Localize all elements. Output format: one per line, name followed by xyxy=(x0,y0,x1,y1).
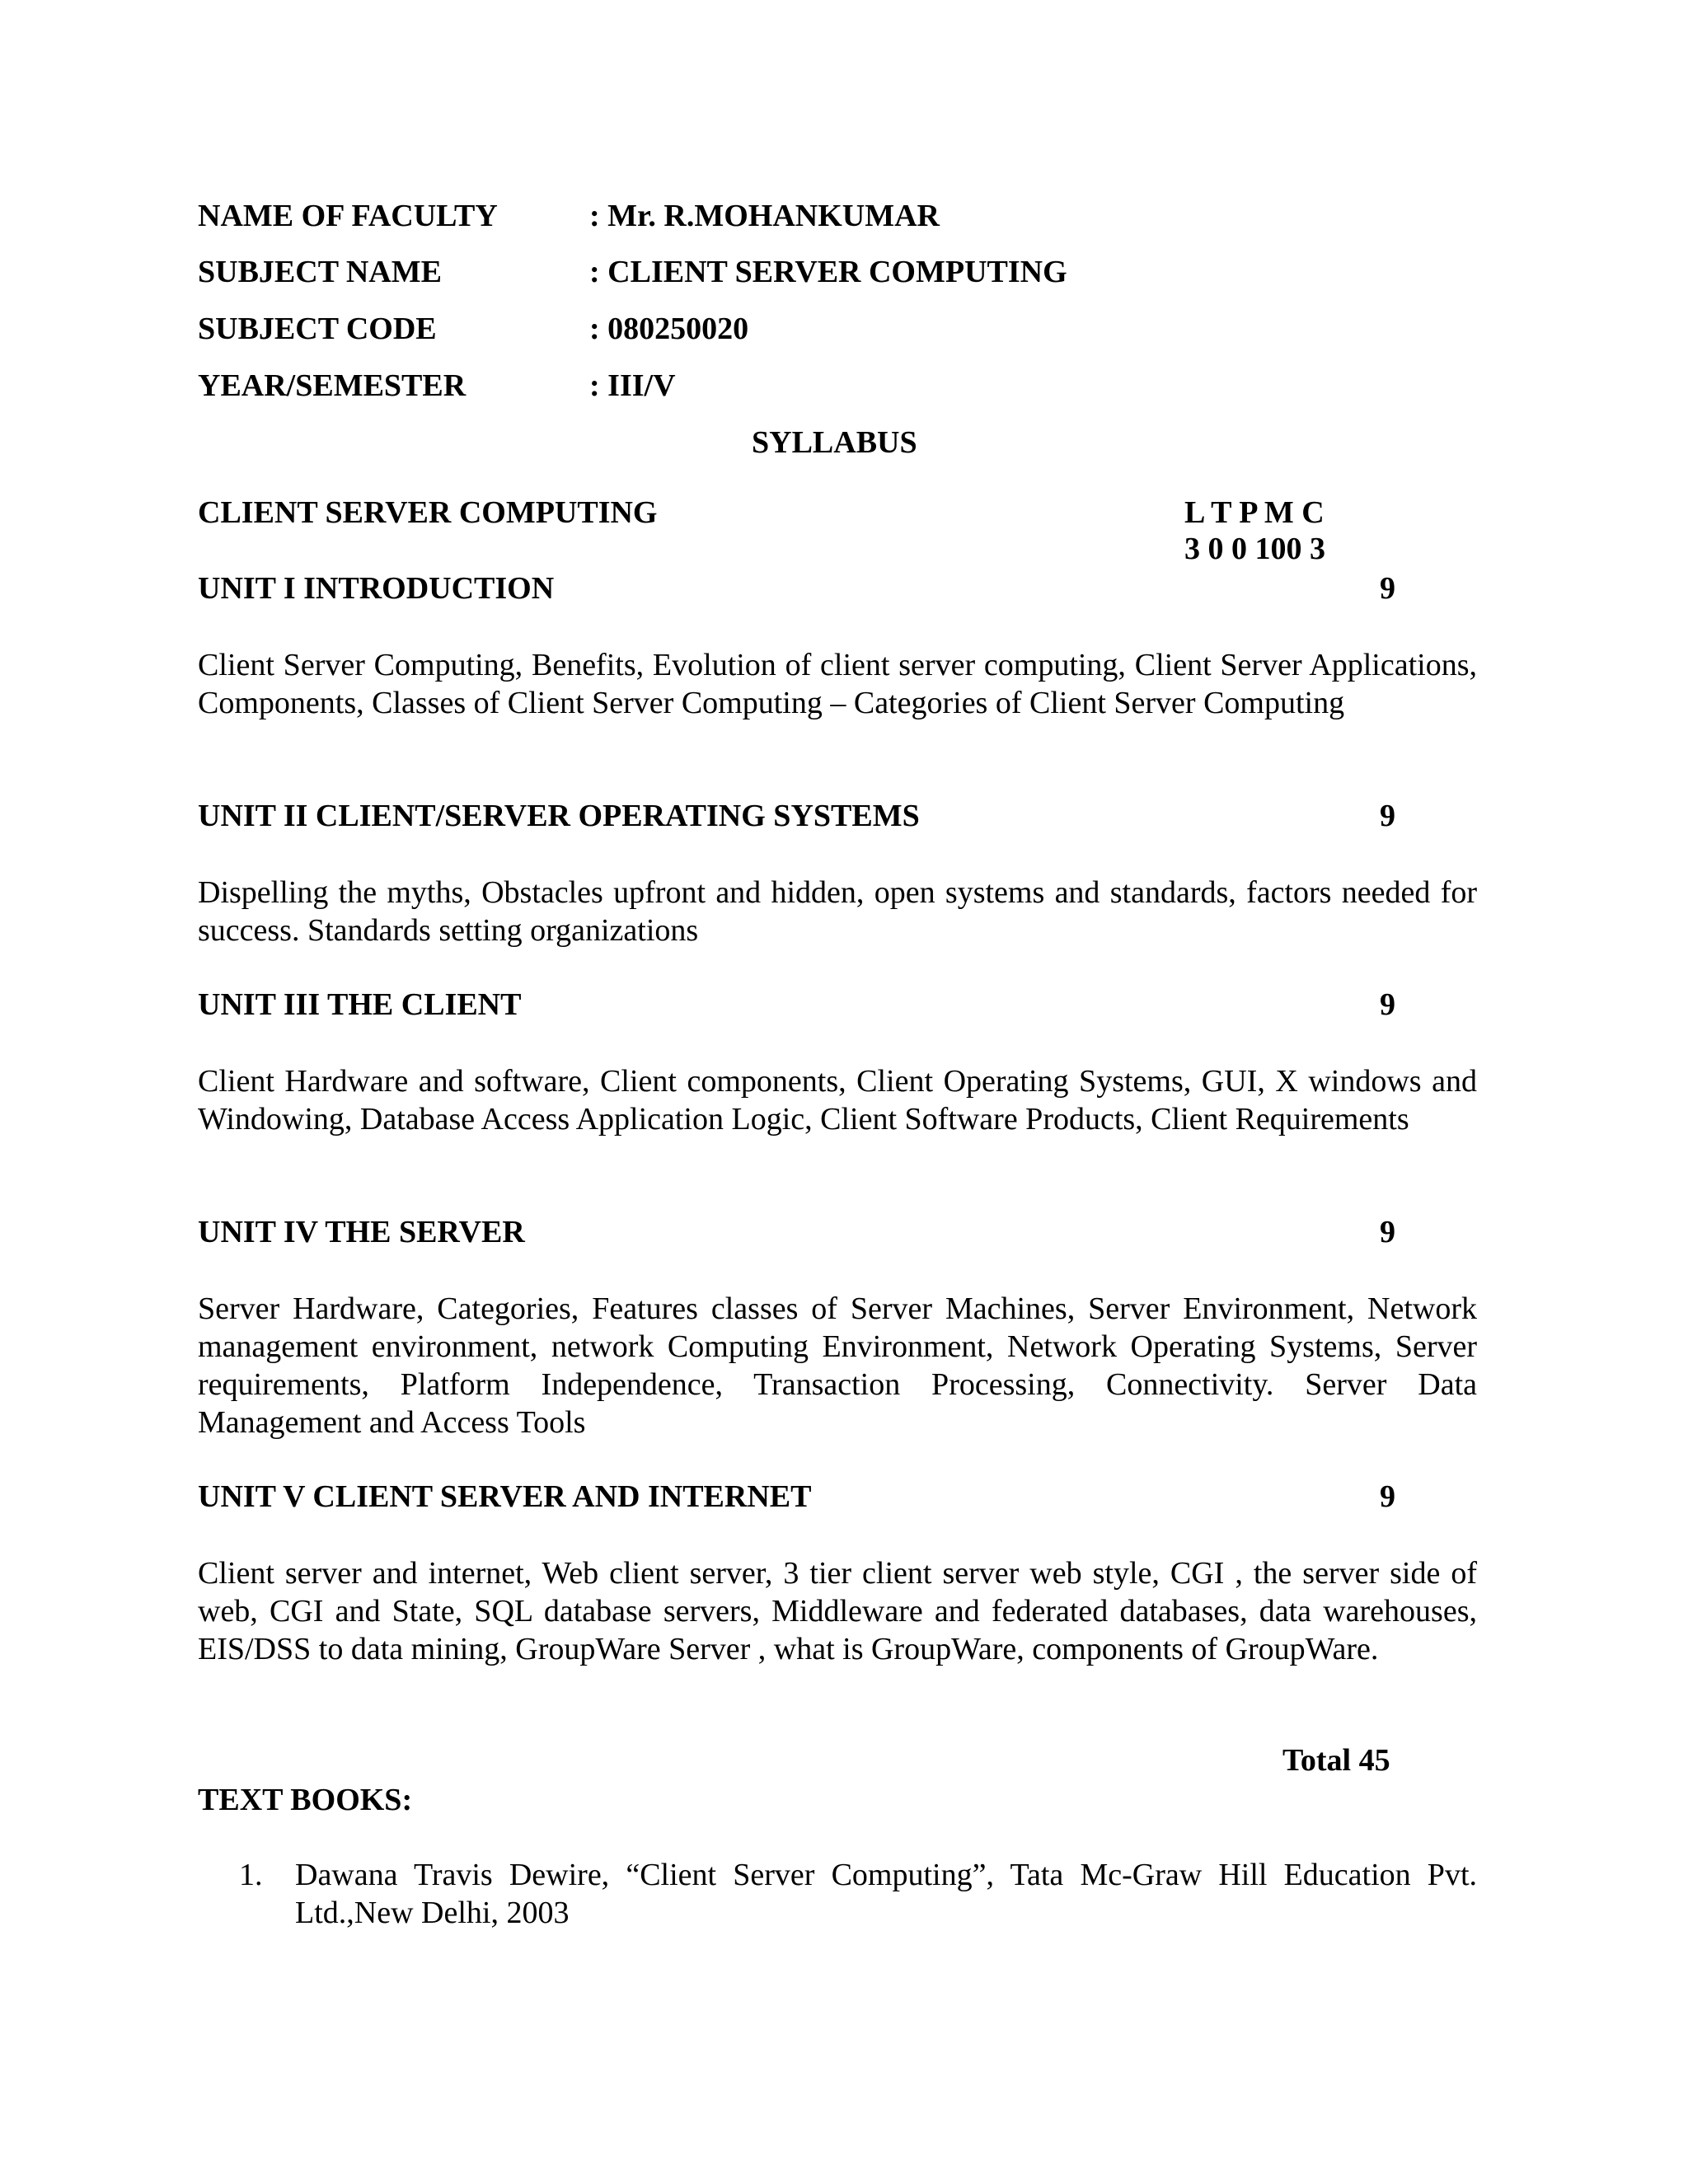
unit-3-title: UNIT III THE CLIENT xyxy=(198,987,522,1022)
textbook-item xyxy=(239,1856,1477,1932)
textbooks-heading: TEXT BOOKS: xyxy=(198,1783,413,1817)
textbook-number: 1. xyxy=(239,1858,263,1892)
syllabus-heading: SYLLABUS xyxy=(752,425,917,460)
year-semester-value: : III/V xyxy=(589,368,676,403)
unit-5-title: UNIT V CLIENT SERVER AND INTERNET xyxy=(198,1479,812,1514)
faculty-value: : Mr. R.MOHANKUMAR xyxy=(589,199,940,233)
subject-code-label: SUBJECT CODE xyxy=(198,312,437,346)
unit-2-hours: 9 xyxy=(1380,799,1395,833)
course-title: CLIENT SERVER COMPUTING xyxy=(198,495,658,530)
unit-2-title: UNIT II CLIENT/SERVER OPERATING SYSTEMS xyxy=(198,799,920,833)
ltpmc-values: 3 0 0 100 3 xyxy=(1184,532,1325,566)
unit-3-body: Client Hardware and software, Client components, Client Operating Systems, GUI, X windows and Windowing, Database Access Application Logic, Client Software Products, Client Requirements xyxy=(198,1064,1477,1137)
year-semester-label: YEAR/SEMESTER xyxy=(198,368,467,403)
faculty-label: NAME OF FACULTY xyxy=(198,199,498,233)
unit-4-hours: 9 xyxy=(1380,1215,1395,1249)
unit-4-title: UNIT IV THE SERVER xyxy=(198,1215,525,1249)
ltpmc-block xyxy=(1184,494,1325,567)
textbook-text: Dawana Travis Dewire, “Client Server Computing”, Tata Mc-Graw Hill Education Pvt. Ltd.,New Delhi, 2003 xyxy=(295,1858,1477,1930)
total-hours: Total 45 xyxy=(1282,1743,1390,1778)
subject-name-value: : CLIENT SERVER COMPUTING xyxy=(589,255,1067,289)
ltpmc-header: L T P M C xyxy=(1184,495,1325,530)
subject-code-value: : 080250020 xyxy=(589,312,749,346)
unit-3-hours: 9 xyxy=(1380,987,1395,1022)
unit-1-body: Client Server Computing, Benefits, Evolution of client server computing, Client Server Applications, Components, Classes of Client Server Computing – Categories of Client Server Computing xyxy=(198,648,1477,720)
unit-1-hours: 9 xyxy=(1380,571,1395,606)
unit-4-body: Server Hardware, Categories, Features classes of Server Machines, Server Environment, Network management environment, network Computing Environment, Network Operating Systems, Server requirements, Platform Independence, Transaction Processing, Connectivity. Server Data Management and Access Tools xyxy=(198,1291,1477,1440)
unit-5-body: Client server and internet, Web client server, 3 tier client server web style, CGI , the server side of web, CGI and State, SQL database servers, Middleware and federated databases, data warehouses, EIS/DSS to data mining, GroupWare Server , what is GroupWare, components of GroupWare. xyxy=(198,1556,1477,1666)
unit-1-title: UNIT I INTRODUCTION xyxy=(198,571,555,606)
subject-name-label: SUBJECT NAME xyxy=(198,255,442,289)
unit-5-hours: 9 xyxy=(1380,1479,1395,1514)
unit-2-body: Dispelling the myths, Obstacles upfront and hidden, open systems and standards, factors needed for success. Standards setting organizations xyxy=(198,875,1477,948)
